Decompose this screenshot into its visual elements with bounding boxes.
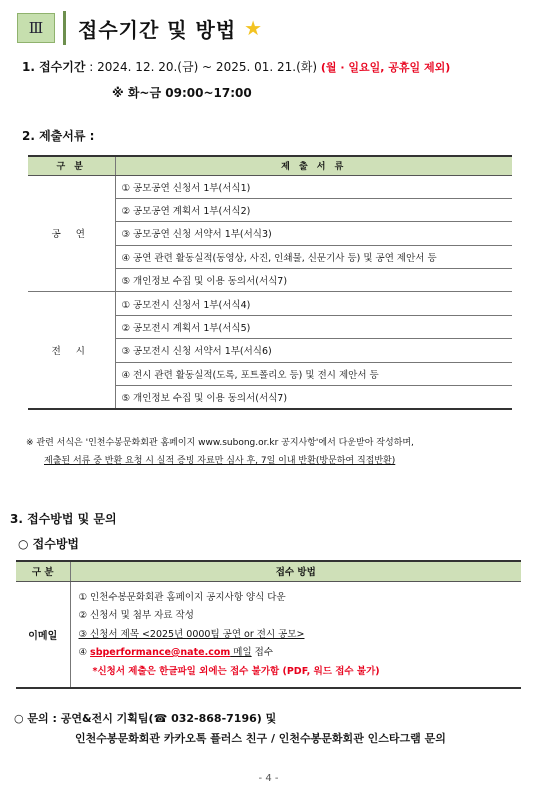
period-label: 1. 접수기간 bbox=[22, 60, 86, 74]
documents-note-line1: ※ 관련 서식은 '인천수봉문화회관 홈페이지 www.subong.or.kr 공지사항'에서 다운받아 작성하며, bbox=[26, 438, 414, 448]
document-item: ① 공모공연 신청서 1부(서식1) bbox=[115, 175, 512, 198]
document-item: ③ 공모공연 신청 서약서 1부(서식3) bbox=[115, 222, 512, 245]
category-exhibition: 전 시 bbox=[28, 292, 115, 409]
method-step-4-mail: 메일 bbox=[230, 647, 252, 658]
method-step-2: ② 신청서 및 첨부 자료 작성 bbox=[78, 610, 194, 621]
inquiry-line1: ○ 문의 : 공연&전시 기획팀(☎ 032-868-7196) 및 bbox=[14, 712, 277, 725]
column-header-documents: 제 출 서 류 bbox=[115, 156, 512, 175]
method-category: 이메일 bbox=[16, 581, 70, 688]
documents-note-line2-text: 제출된 서류 중 반환 요청 시 실적 증빙 자료만 심사 후, 7일 이내 반환(방문하여 직접반환) bbox=[44, 456, 396, 466]
documents-title: 2. 제출서류 : bbox=[22, 129, 95, 143]
method-step-3 bbox=[79, 626, 514, 645]
column-header-category: 구 분 bbox=[28, 156, 115, 175]
method-step-1: ① 인천수봉문화회관 홈페이지 공지사항 양식 다운 bbox=[78, 591, 286, 603]
method-subtitle: ○ 접수방법 bbox=[18, 537, 80, 551]
section-title: 접수기간 및 방법 bbox=[78, 17, 237, 42]
category-performance: 공 연 bbox=[28, 175, 115, 292]
application-period bbox=[22, 58, 450, 75]
period-separator: : bbox=[85, 60, 98, 74]
method-step-4 bbox=[79, 644, 514, 663]
section-number: Ⅲ bbox=[28, 19, 44, 37]
method-title: 3. 접수방법 및 문의 bbox=[10, 512, 117, 526]
document-item: ④ 전시 관련 활동실적(도록, 포트폴리오 등) 및 전시 제안서 등 bbox=[115, 362, 512, 385]
header-divider bbox=[63, 11, 66, 45]
method-steps bbox=[70, 581, 521, 688]
method-step-4-number: ④ bbox=[78, 647, 91, 658]
table-row bbox=[28, 292, 512, 315]
office-hours: ※ 화~금 09:00~17:00 bbox=[112, 86, 252, 100]
inquiry-line2: 인천수봉문화회관 카카오톡 플러스 친구 / 인천수봉문화회관 인스타그램 문의 bbox=[75, 732, 446, 745]
table-row bbox=[16, 581, 521, 688]
document-item: ⑤ 개인정보 수집 및 이용 동의서(서식7) bbox=[115, 269, 512, 292]
section-number-box bbox=[17, 13, 55, 43]
document-item: ⑤ 개인정보 수집 및 이용 동의서(서식7) bbox=[115, 386, 512, 409]
email-link[interactable]: sbperformance@nate.com bbox=[90, 647, 231, 658]
document-item: ② 공모전시 계획서 1부(서식5) bbox=[115, 315, 512, 338]
method-warning: *신청서 제출은 한글파일 외에는 접수 불가함 (PDF, 워드 접수 불가) bbox=[92, 665, 380, 677]
section-header bbox=[17, 10, 262, 46]
document-item: ① 공모전시 신청서 1부(서식4) bbox=[115, 292, 512, 315]
method-table bbox=[16, 560, 521, 689]
method-step-3-text: ③ 신청서 제목 <2025년 0000팀 공연 or 전시 공모> bbox=[78, 628, 305, 640]
period-exclusion: (월 · 일요일, 공휴일 제외) bbox=[320, 61, 451, 74]
documents-note-line2 bbox=[44, 453, 395, 466]
documents-table bbox=[28, 155, 512, 410]
method-step-4-suffix: 접수 bbox=[251, 647, 273, 658]
document-item: ② 공모공연 계획서 1부(서식2) bbox=[115, 198, 512, 221]
star-icon: ★ bbox=[244, 16, 263, 40]
page-number: - 4 - bbox=[258, 773, 279, 784]
column-header-category: 구 분 bbox=[16, 561, 70, 581]
document-item: ③ 공모전시 신청 서약서 1부(서식6) bbox=[115, 339, 512, 362]
period-range: 2024. 12. 20.(금) ~ 2025. 01. 21.(화) bbox=[97, 60, 318, 74]
table-row bbox=[28, 175, 512, 198]
column-header-method: 접수 방법 bbox=[70, 561, 521, 581]
document-item: ④ 공연 관련 활동실적(동영상, 사진, 인쇄물, 신문기사 등) 및 공연 제안서 등 bbox=[115, 245, 512, 268]
